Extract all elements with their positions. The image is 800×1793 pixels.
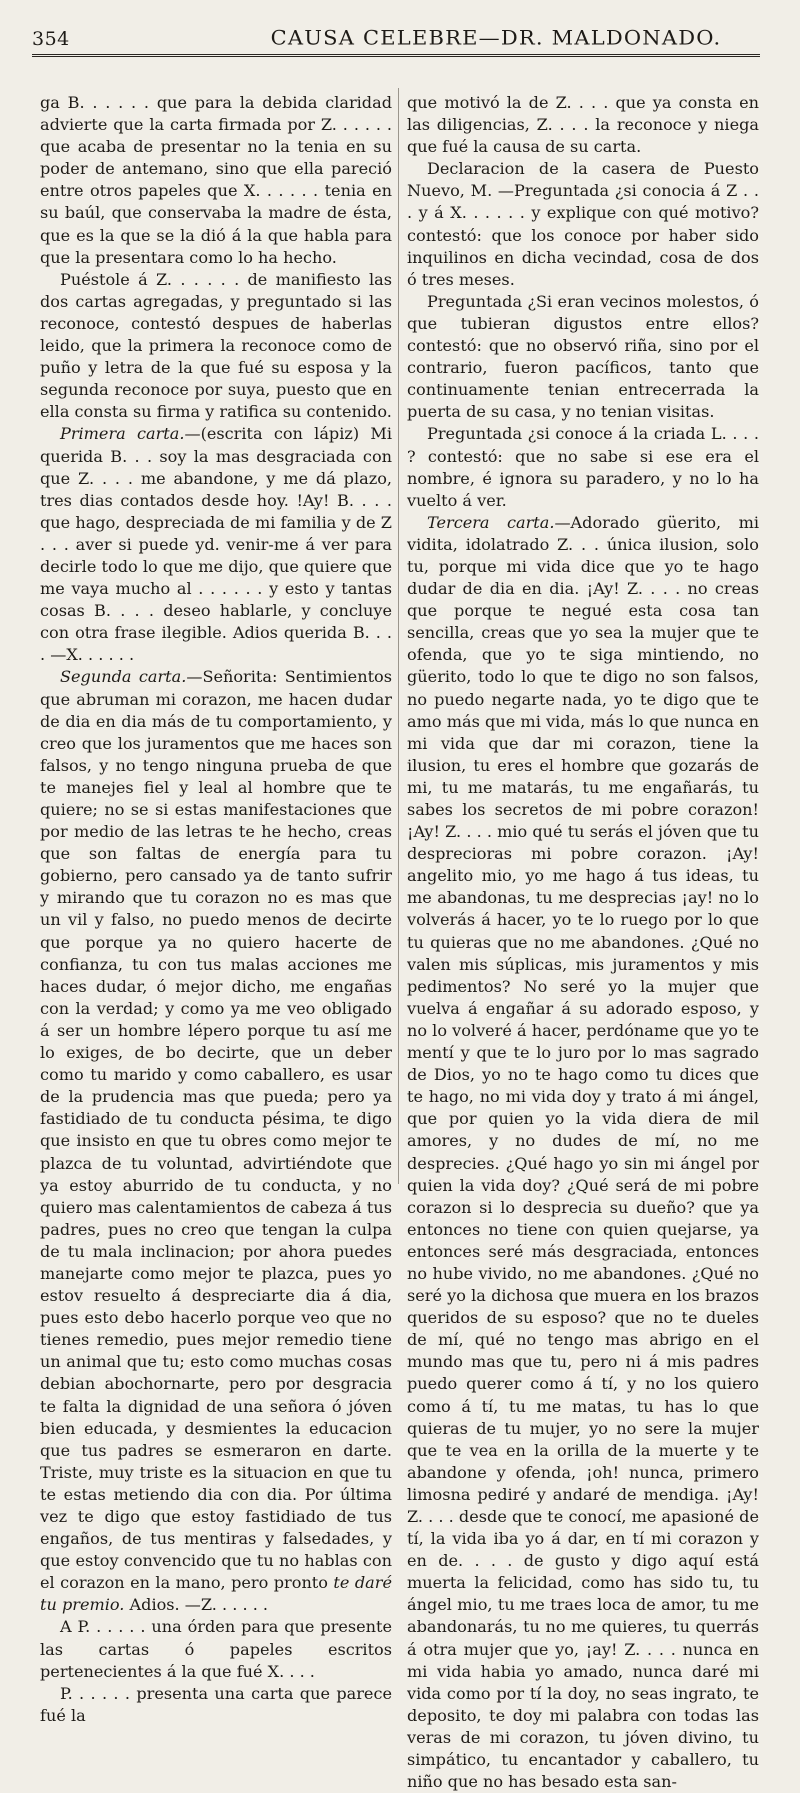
page-header [32,22,760,56]
paragraph: que motivó la de Z. . . . que ya consta en las diligencias, Z. . . . la reconoce y niega que fué la causa de su carta. [407,93,759,157]
right-column [407,92,759,1793]
paragraph: Preguntada ¿Si eran vecinos molestos, ó que tubieran digustos entre ellos? contestó: que no observó riña, sino por el contrario, fueron pacíficos, tanto que continuamente tenian entrecerrada la puerta de su casa, y no tenian visitas. [407,291,759,422]
paragraph: P. . . . . . presenta una carta que parece fué la [40,1683,392,1725]
paragraph: A P. . . . . . una órden para que presente las cartas ó papeles escritos pertenecientes á la que fué X. . . . [40,1617,392,1681]
left-column [40,92,392,1727]
letter-two: Segunda carta.—Señorita: Sentimientos que abruman mi corazon, me hacen dudar de dia en dia más de tu comportamiento, y creo que los juramentos que me haces son falsos, y no tengo ninguna prueba de que te manejes fiel y leal al hombre que te quiere; no se si estas manifestaciones que por medio de las letras te he hecho, creas que son faltas de energía para tu gobierno, pero cansado ya de tanto sufrir y mirando que tu corazon no es mas que un vil y falso, no puedo menos de decirte que porque ya no quiero hacerte de confianza, tu con tus malas acciones me haces dudar, ó mejor dicho, me engañas con la verdad; y como ya me veo obligado á ser un hombre lépero porque tu así me lo exiges, de bo decirte, que un deber como tu marido y como caballero, es usar de la prudencia mas que pueda; pero ya fastidiado de tu conducta pésima, te digo que insisto en que tu obres como mejor te plazca de tu voluntad, advirtiéndote que ya estoy aburrido de tu conducta, y no quiero mas calentamientos de cabeza á tus padres, pues no creo que tengan la culpa de tu mala inclinacion; por ahora puedes manejarte como mejor te plazca, pues yo estov resuelto á despreciarte dia á dia, pues esto debo hacerlo porque veo que no tienes remedio, pues mejor remedio tiene un animal que tu; esto como muchas cosas debian abochornarte, pero por desgracia te falta la dignidad de una señora ó jóven bien educada, y desmientes la educacion que tus padres se esmeraron en darte. Triste, muy triste es la situacion en que tu te estas metiendo dia con dia. Por última vez te digo que estoy fastidiado de tus engaños, de tus mentiras y falsedades, y que estoy convencido que tu no hablas con el corazon en la mano, pero pronto te daré tu premio. Adios. —Z. . . . . . [40,667,392,1615]
paragraph: ga B. . . . . . que para la debida claridad advierte que la carta firmada por Z. . . . . . que acaba de presentar no la tenia en su poder de antemano, sino que ella pareció entre otros papeles que X. . . . . . tenia en su baúl, que conservaba la madre de ésta, que es la que se la dió á la que habla para que la presentara como lo ha hecho. [40,93,392,267]
letter-label: Segunda carta. [60,667,187,687]
paragraph: Puéstole á Z. . . . . . de manifiesto las dos cartas agregadas, y preguntado si las reconoce, contestó despues de haberlas leido, que la primera la reconoce como de puño y letra de la que fué su esposa y la segunda reconoce por suya, puesto que en ella consta su firma y ratifica su contenido. [40,269,392,422]
running-head: CAUSA CELEBRE—DR. MALDONADO. [270,26,722,50]
letter-closing: te daré tu premio. [40,1573,392,1615]
letter-three: Tercera carta.—Adorado güerito, mi vidita, idolatrado Z. . . única ilusion, solo tu, porque mi vida dice que yo te hago dudar de dia en dia. ¡Ay! Z. . . . no creas que porque te negué esta cosa tan sencilla, creas que yo sea la mujer que te ofenda, que yo te siga mintiendo, no güerito, todo lo que te digo no son falsos, no puedo negarte nada, yo te digo que te amo más que mi vida, más lo que nunca en mi vida que dar mi corazon, tiene la ilusion, tu eres el hombre que gozarás de mi, tu me matarás, tu me engañarás, tu sabes los secretos de mi pobre corazon! ¡Ay! Z. . . . mio qué tu serás el jóven que tu desprecioras mi pobre corazon. ¡Ay! angelito mio, yo me hago á tus ideas, tu me abandonas, tu me desprecias ¡ay! no lo volverás á hacer, yo te lo ruego por lo que tu quieras que no me abandones. ¿Qué no valen mis súplicas, mis juramentos y mis pedimentos? No seré yo la mujer que vuelva á engañar á su adorado esposo, y no lo volveré á hacer, perdóname que yo te mentí y que te lo juro por lo mas sagrado de Dios, yo no te hago como tu dices que te hago, no mi vida doy y trato á mi ángel, que por quien yo la vida diera de mil amores, y no dudes de mí, no me desprecies. ¿Qué hago yo sin mi ángel por quien la vida doy? ¿Qué será de mi pobre corazon si lo desprecia su dueño? que ya entonces no tiene con quien quejarse, ya entonces seré más desgraciada, entonces no hube vivido, no me abandones. ¿Qué no seré yo la dichosa que muera en los brazos queridos de su esposo? que no te dueles de mí, qué no tengo mas abrigo en el mundo mas que tu, pero ni á mis padres puedo querer como á tí, y no los quiero como á tí, tu me matas, tu has lo que quieras de tu mujer, yo no sere la mujer que te vea en la orilla de la muerte y te abandone y ofenda, ¡oh! nunca, primero limosna pediré y andaré de mendiga. ¡Ay! Z. . . . desde que te conocí, me apasioné de tí, la vida iba yo á dar, en tí mi corazon y en de. . . . de gusto y digo aquí está muerta la felicidad, como has sido tu, tu ángel mio, tu me traes loca de amor, tu me abandonarás, tu no me quieres, tu querrás á otra mujer que yo, ¡ay! Z. . . . nunca en mi vida habia yo amado, nunca daré mi vida como por tí la doy, no seas ingrato, te deposito, te doy mi palabra con todas las veras de mi corazon, tu jóven divino, tu simpático, tu encantador y caballero, tu niño que no has besado esta san- [407,512,759,1792]
paragraph: Preguntada ¿si conoce á la criada L. . . . ? contestó: que no sabe si ese era el nombre, é ignora su paradero, y no lo ha vuelto á ver. [407,424,759,510]
page-number: 354 [32,28,70,50]
letter-one: Primera carta.—(escrita con lápiz) Mi querida B. . . soy la mas desgraciada con que Z. . . . me abandone, y me dá plazo, tres dias contados desde hoy. !Ay! B. . . . que hago, despreciada de mi familia y de Z . . . aver si puede yd. venir-me á ver para decirle todo lo que me dijo, que quiere que me vaya mucho al . . . . . . y esto y tantas cosas B. . . . deseo hablarle, y concluye con otra frase ilegible. Adios querida B. . . . —X. . . . . . [40,424,393,665]
column-divider [398,88,399,1184]
paragraph: Declaracion de la casera de Puesto Nuevo, M. —Preguntada ¿si conocia á Z . . . y á X. . . . . . y explique con qué motivo? contestó: que los conoce por haber sido inquilinos en dicha vecindad, cosa de dos ó tres meses. [407,159,759,289]
letter-label: Primera carta. [60,424,185,444]
letter-label: Tercera carta. [427,512,555,532]
header-rule [32,54,760,57]
